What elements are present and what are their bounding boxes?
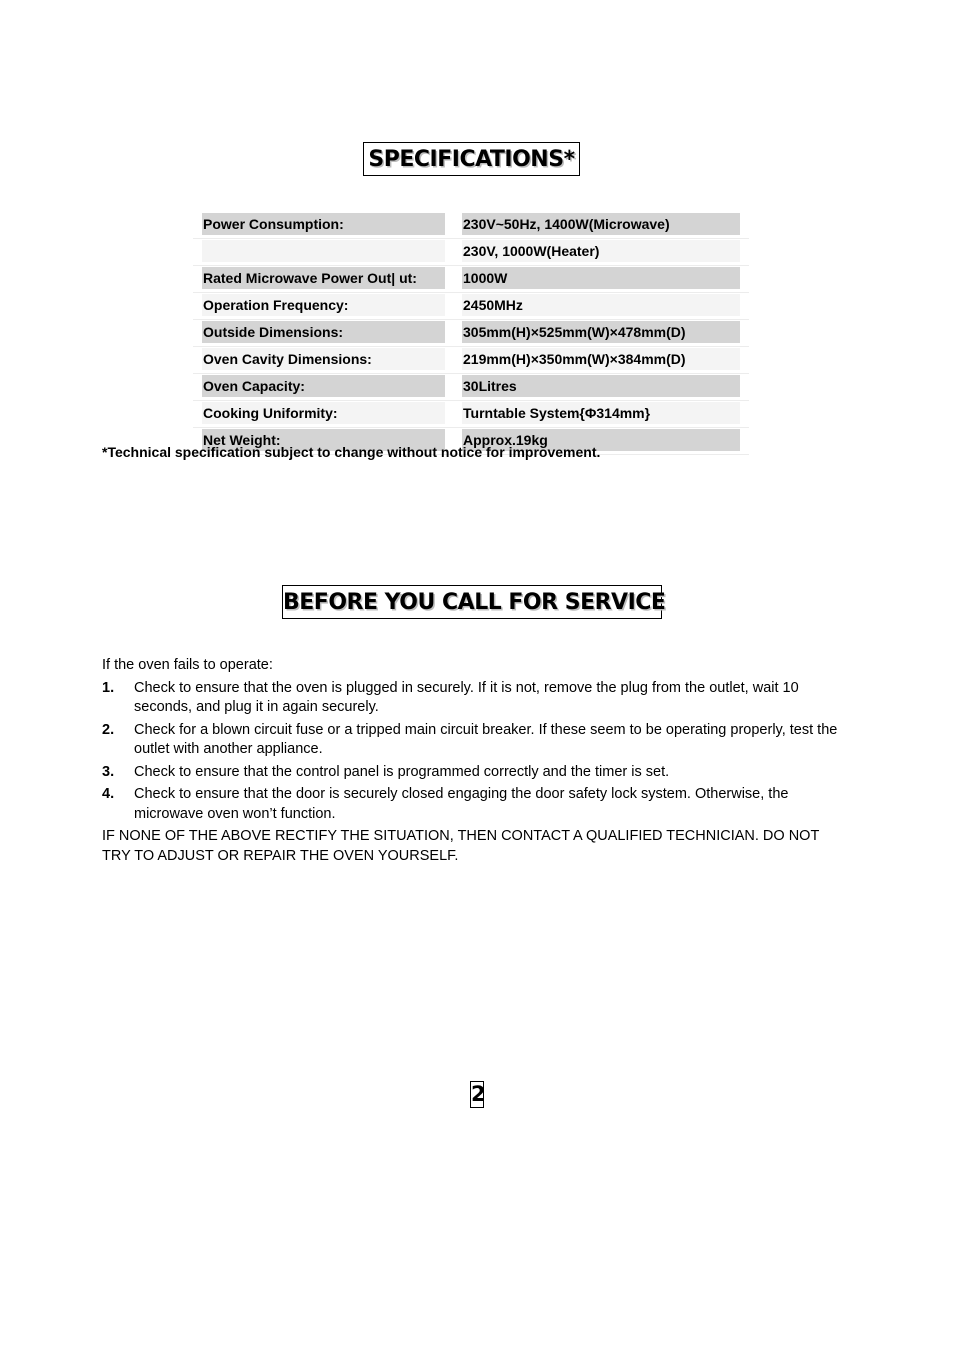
- spec-label: Rated Microwave Power Out| ut:: [202, 267, 445, 289]
- spec-label: Oven Capacity:: [202, 375, 445, 397]
- spec-value: 230V~50Hz, 1400W(Microwave): [462, 213, 740, 235]
- service-section: [102, 656, 842, 866]
- spec-value: 305mm(H)×525mm(W)×478mm(D): [462, 321, 740, 343]
- step-number: 1.: [102, 679, 115, 696]
- spec-row-cavity-dimensions: [193, 347, 749, 374]
- step-number: 3.: [102, 763, 115, 780]
- step-text: Check to ensure that the door is securely closed engaging the door safety lock system. Otherwise, the microwave oven won’t function.: [134, 786, 789, 822]
- spec-value: 30Litres: [462, 375, 740, 397]
- specifications-footnote: *Technical specification subject to change without notice for improvement.: [102, 444, 601, 460]
- spec-row-operation-frequency: [193, 293, 749, 320]
- spec-label: Net Weight:: [202, 429, 445, 451]
- service-step: [102, 679, 842, 718]
- spec-label: [202, 240, 445, 262]
- spec-row-cooking-uniformity: [193, 401, 749, 428]
- step-text: Check for a blown circuit fuse or a tripped main circuit breaker. If these seem to be operating properly, test the outlet with another appliance.: [134, 721, 838, 757]
- spec-value: 230V, 1000W(Heater): [462, 240, 740, 262]
- spec-label: Outside Dimensions:: [202, 321, 445, 343]
- service-intro: If the oven fails to operate:: [102, 657, 273, 673]
- service-step: [102, 763, 842, 783]
- page-number: 2: [471, 1082, 485, 1106]
- specifications-table: [193, 212, 749, 455]
- service-warning: IF NONE OF THE ABOVE RECTIFY THE SITUATION, THEN CONTACT A QUALIFIED TECHNICIAN. DO NOT TRY TO ADJUST OR REPAIR THE OVEN YOURSELF.: [102, 828, 820, 864]
- spec-label: Operation Frequency:: [202, 294, 445, 316]
- step-text: Check to ensure that the oven is plugged in securely. If it is not, remove the plug from the outlet, wait 10 seconds, and plug it in again securely.: [134, 679, 799, 715]
- service-step: [102, 721, 842, 760]
- spec-row-rated-output: [193, 266, 749, 293]
- spec-row-oven-capacity: [193, 374, 749, 401]
- spec-row-power-consumption: [193, 212, 749, 239]
- spec-value: 1000W: [462, 267, 740, 289]
- spec-row-power-consumption-heater: [193, 239, 749, 266]
- service-step: [102, 785, 842, 824]
- spec-label: Power Consumption:: [202, 213, 445, 235]
- spec-row-outside-dimensions: [193, 320, 749, 347]
- step-number: 2.: [102, 721, 115, 738]
- spec-value: 219mm(H)×350mm(W)×384mm(D): [462, 348, 740, 370]
- step-text: Check to ensure that the control panel is programmed correctly and the timer is set.: [134, 763, 670, 780]
- spec-label: Oven Cavity Dimensions:: [202, 348, 445, 370]
- spec-value: 2450MHz: [462, 294, 740, 316]
- step-number: 4.: [102, 786, 115, 802]
- spec-value: Turntable System{Φ314mm}: [462, 402, 740, 424]
- specifications-title: SPECIFICATIONS*: [363, 142, 580, 176]
- spec-value: Approx.19kg: [462, 429, 740, 451]
- service-title: BEFORE YOU CALL FOR SERVICE: [282, 585, 662, 619]
- spec-label: Cooking Uniformity:: [202, 402, 445, 424]
